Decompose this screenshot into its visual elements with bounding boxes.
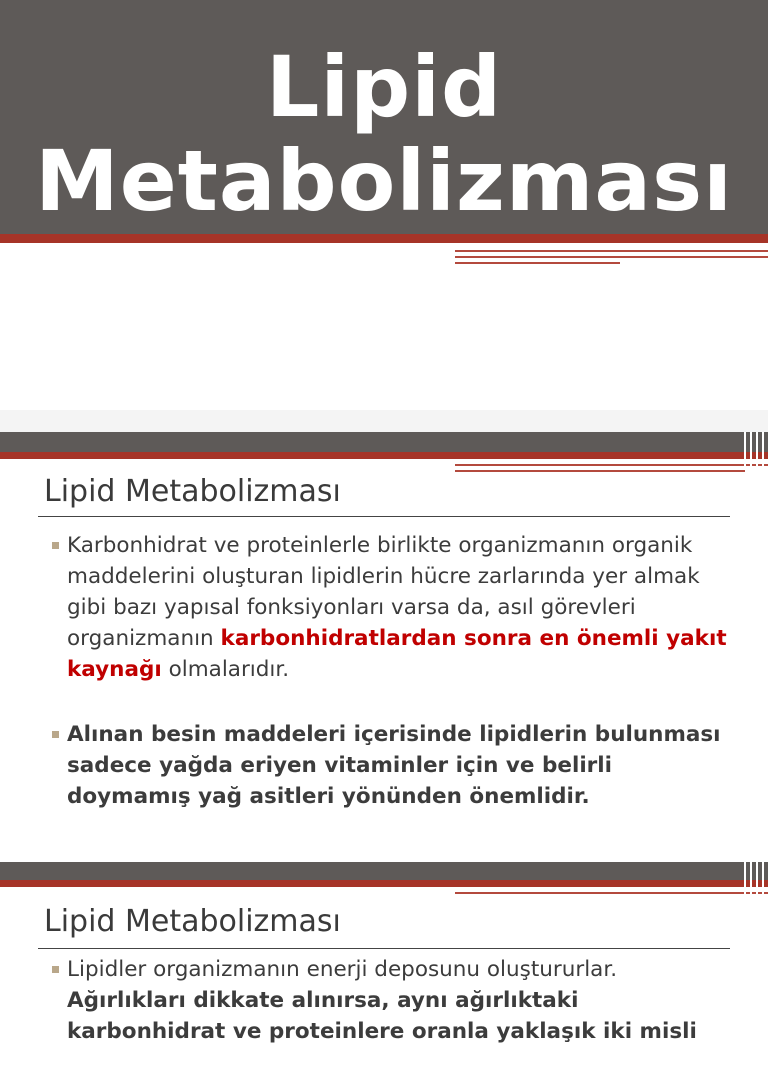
slide-heading: Lipid Metabolizması [44, 474, 341, 509]
header-accent-stripe [0, 452, 768, 459]
heading-rule [38, 948, 730, 949]
title-line-1: Lipid [265, 38, 503, 136]
bullet-list [50, 530, 740, 834]
slide-title [0, 40, 768, 228]
bullet-text: Alınan besin maddeleri içerisinde lipidlerin bulunması sadece yağda eriyen vitaminler için ve belirli doymamış yağ asitleri yönünden önemlidir. [67, 722, 721, 809]
bullet-list [50, 954, 740, 1069]
corner-ticks [738, 432, 768, 470]
corner-ticks [738, 862, 768, 898]
bullet-text-end: olmalarıdır. [161, 657, 290, 682]
highlighted-text: karbonhidratlardan sonra en önemli yakıt kaynağı [67, 626, 727, 682]
bullet-item [50, 530, 740, 685]
slide-gap [0, 410, 768, 432]
bullet-square-icon [52, 542, 59, 549]
bullet-text: Karbonhidrat ve proteinlerle birlikte organizmanın organik maddelerini oluşturan lipidlerin hücre zarlarında yer almak gibi bazı yapısal fonksiyonları varsa da, asıl görevleri organizmanın [67, 533, 700, 651]
decor-line [455, 256, 768, 258]
bullet-bold-text: Ağırlıkları dikkate alınırsa, aynı ağırlıktaki karbonhidrat ve proteinlere oranla yaklaşık iki misli [67, 988, 697, 1044]
bullet-square-icon [52, 731, 59, 738]
decor-line [455, 892, 768, 894]
slide-heading: Lipid Metabolizması [44, 904, 341, 939]
content-slide-1 [0, 410, 768, 862]
content-slide-2 [0, 862, 768, 1044]
decor-line [455, 250, 768, 252]
decor-line [455, 470, 745, 472]
bullet-item [50, 954, 740, 1047]
title-slide [0, 0, 768, 410]
heading-rule [38, 516, 730, 517]
title-accent-stripe [0, 234, 768, 243]
header-strip [0, 862, 768, 880]
decor-line [455, 262, 620, 264]
bullet-text: Lipidler organizmanın enerji deposunu oluştururlar. [67, 957, 618, 982]
title-line-2: Metabolizması [35, 132, 733, 230]
bullet-item [50, 719, 740, 812]
header-accent-stripe [0, 880, 768, 887]
decor-line [455, 464, 768, 466]
bullet-square-icon [52, 966, 59, 973]
header-strip [0, 432, 768, 452]
